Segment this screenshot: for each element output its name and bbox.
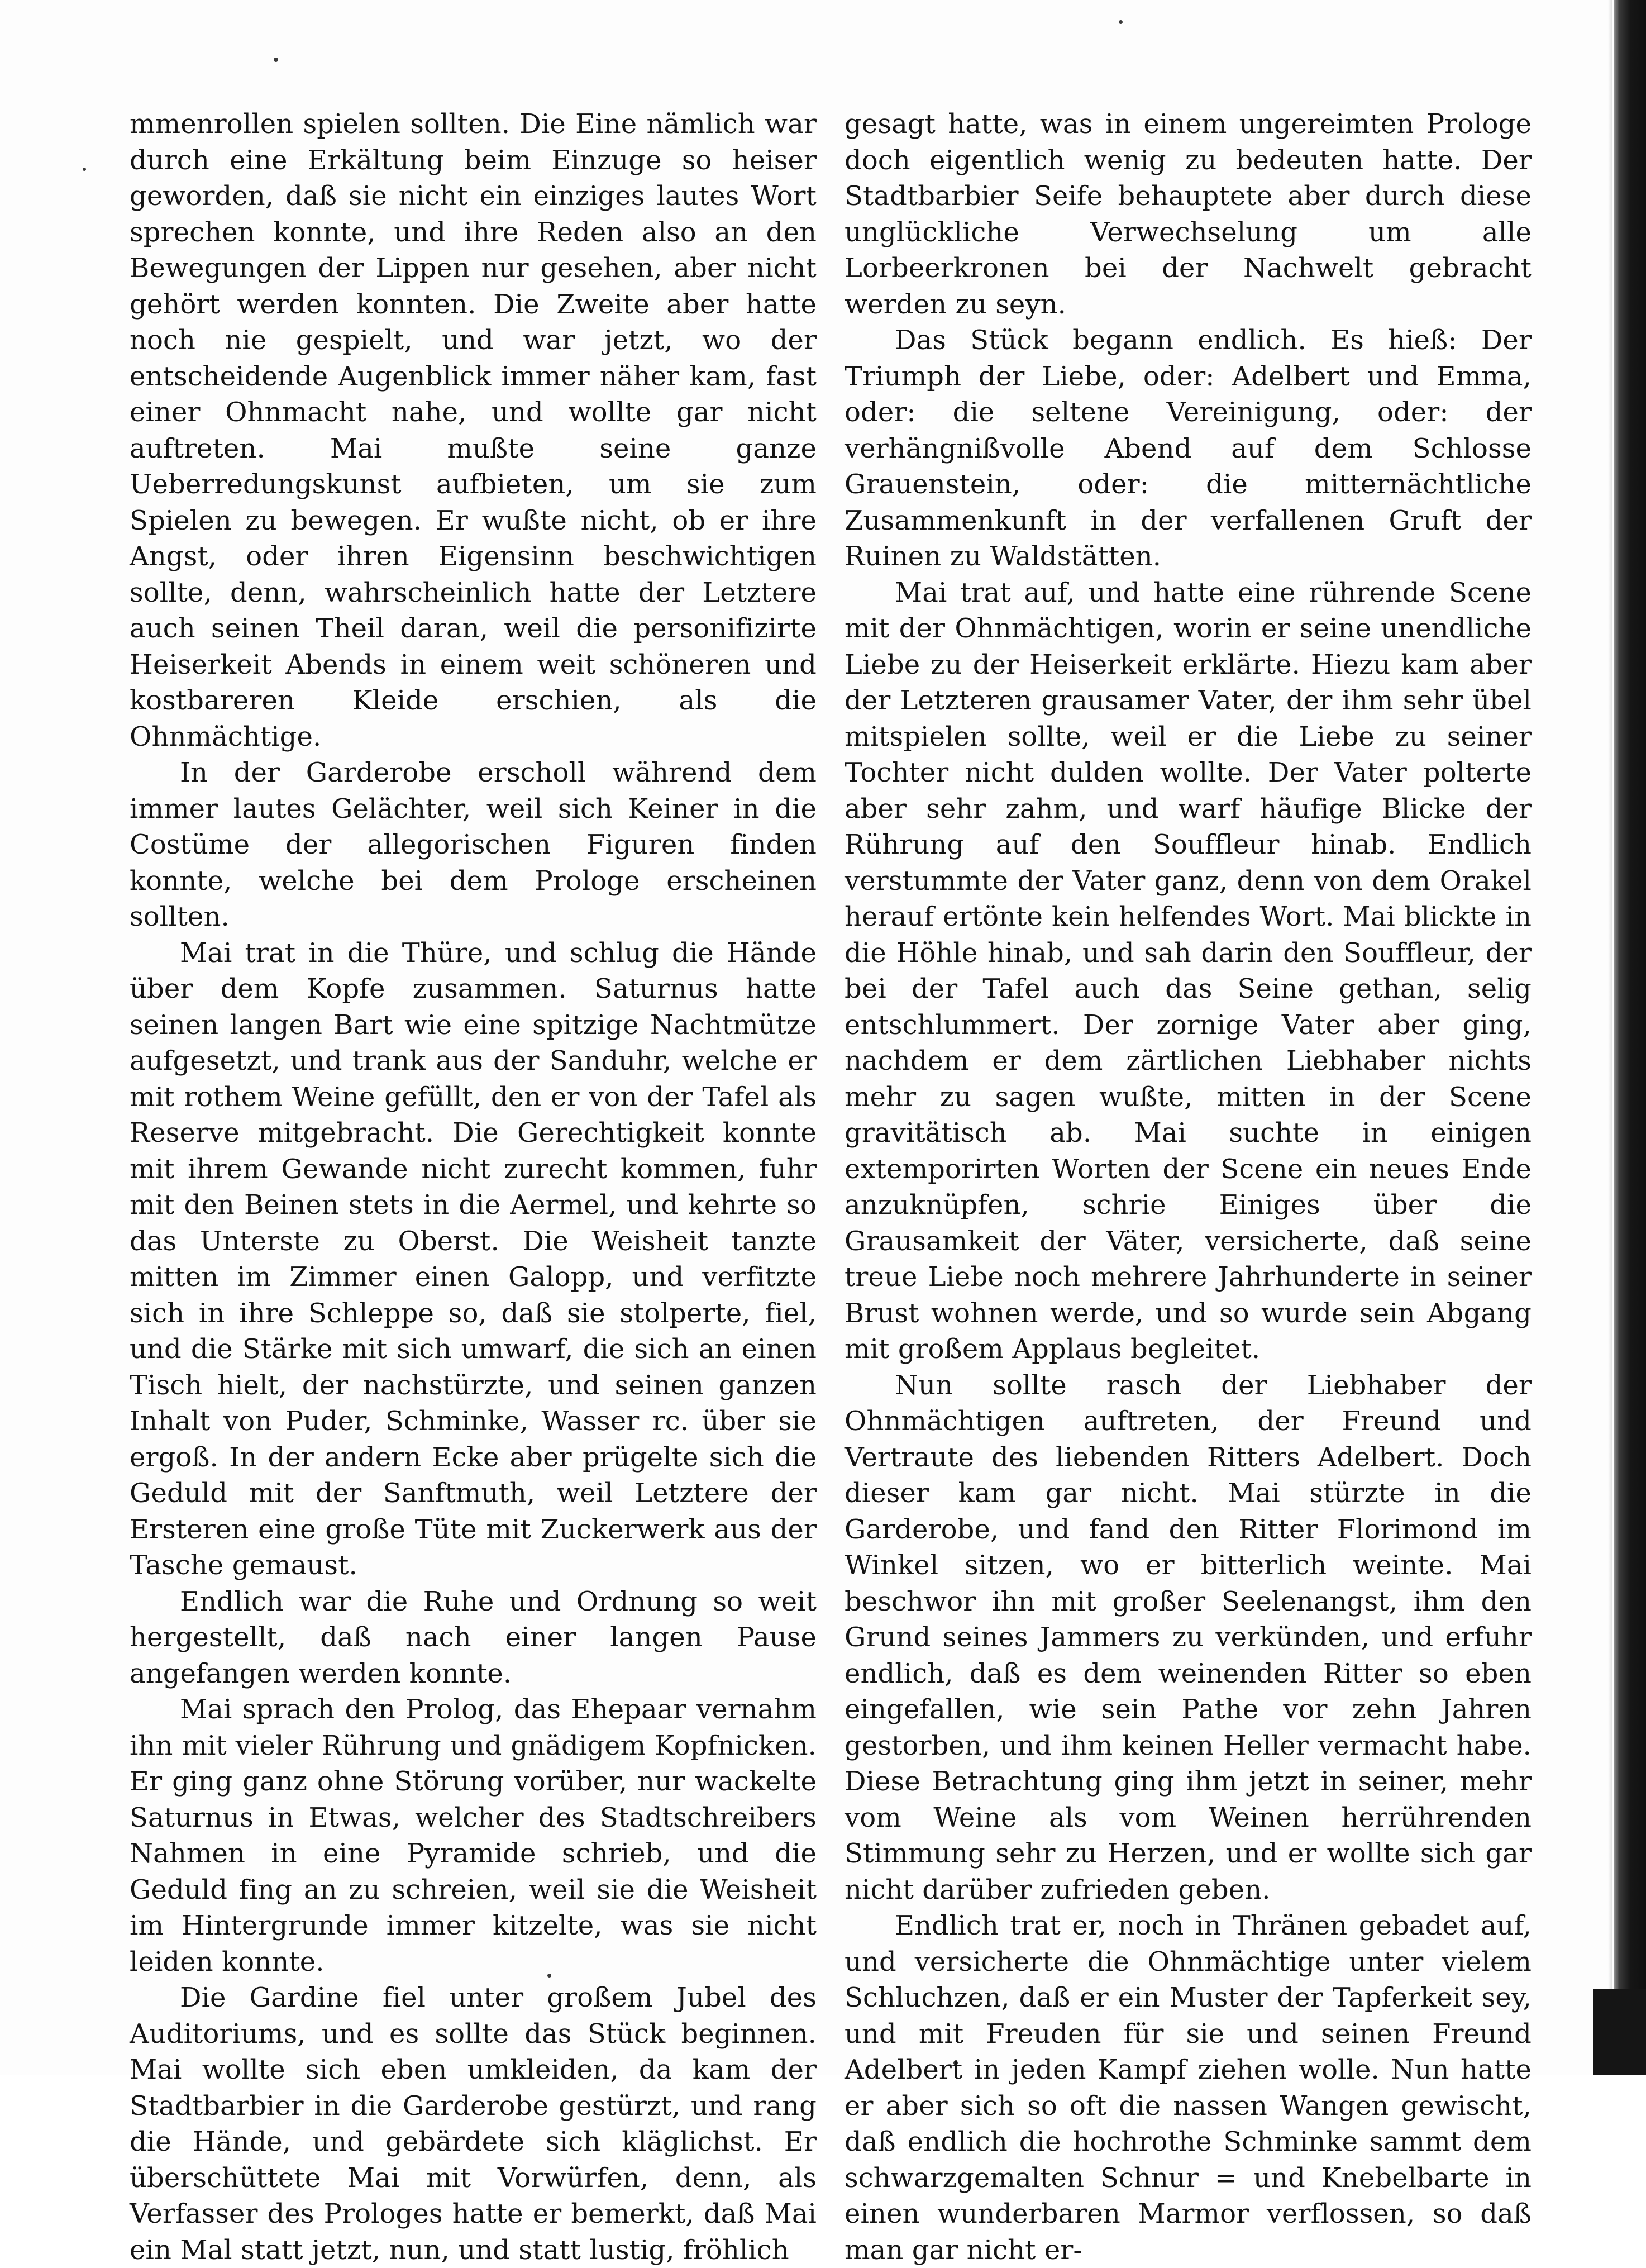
right-text-column <box>845 106 1532 2266</box>
right-paragraph-4: Nun sollte rasch der Liebhaber der Ohnmächtigen auftreten, der Freund und Vertraute des liebenden Ritters Adelbert. Doch dieser kam gar nicht. Mai stürzte in die Garderobe, und fand den Ritter Florimond im Winkel sitzen, wo er bitterlich weinte. Mai beschwor ihn mit großer Seelenangst, ihm den Grund seines Jammers zu verkünden, und erfuhr endlich, daß es dem weinenden Ritter so eben eingefallen, wie sein Pathe vor zehn Jahren gestorben, und ihm keinen Heller vermacht habe. Diese Betrachtung ging ihm jetzt in seiner, mehr vom Weine als vom Weinen herrührenden Stimmung sehr zu Herzen, und er wollte sich gar nicht darüber zufrieden geben. <box>845 1369 1532 1905</box>
scan-edge <box>1614 0 1646 2075</box>
left-paragraph-1: mmenrollen spielen sollten. Die Eine nämlich war durch eine Erkältung beim Einzuge so heiser geworden, daß sie nicht ein einziges lautes Wort sprechen konnte, und ihre Reden also an den Bewegungen der Lippen nur gesehen, aber nicht gehört werden konnten. Die Zweite aber hatte noch nie gespielt, und war jetzt, wo der entscheidende Augenblick immer näher kam, fast einer Ohnmacht nahe, und wollte gar nicht auftreten. Mai mußte seine ganze Ueberredungskunst aufbieten, um sie zum Spielen zu bewegen. Er wußte nicht, ob er ihre Angst, oder ihren Eigensinn beschwichtigen sollte, denn, wahrscheinlich hatte der Letztere auch seinen Theil daran, weil die personifizirte Heiserkeit Abends in einem weit schöneren und kostbareren Kleide erschien, als die Ohnmächtige. <box>130 108 817 752</box>
speck-mark <box>83 168 86 171</box>
left-paragraph-6: Die Gardine fiel unter großem Jubel des Auditoriums, und es sollte das Stück beginnen. Mai wollte sich eben umkleiden, da kam der Stadtbarbier in die Garderobe gestürzt, und rang die Hände, und gebärdete sich kläglichst. Er überschüttete Mai mit Vorwürfen, denn, als Verfasser des Prologes hatte er bemerkt, daß Mai ein Mal statt jetzt, nun, und statt lustig, fröhlich <box>130 1982 817 2266</box>
speck-mark <box>274 58 278 62</box>
right-paragraph-3: Mai trat auf, und hatte eine rührende Scene mit der Ohnmächtigen, worin er seine unendliche Liebe zu der Heiserkeit erklärte. Hiezu kam aber der Letzteren grausamer Vater, der ihm sehr übel mitspielen sollte, weil er die Liebe zu seiner Tochter nicht dulden wollte. Der Vater polterte aber sehr zahm, und warf häufige Blicke der Rührung auf den Souffleur hinab. Endlich verstummte der Vater ganz, denn von dem Orakel herauf ertönte kein helfendes Wort. Mai blickte in die Höhle hinab, und sah darin den Souffleur, der bei der Tafel auch das Seine gethan, selig entschlummert. Der zornige Vater aber ging, nachdem er dem zärtlichen Liebhaber nichts mehr zu sagen wußte, mitten in der Scene gravitätisch ab. Mai suchte in einigen extemporirten Worten der Scene ein neues Ende anzuknüpfen, schrie Einiges über die Grausamkeit der Väter, versicherte, daß seine treue Liebe noch mehrere Jahrhunderte in seiner Brust wohnen werde, und so wurde sein Abgang mit großem Applaus begleitet. <box>845 576 1532 1365</box>
left-paragraph-3: Mai trat in die Thüre, und schlug die Hände über dem Kopfe zusammen. Saturnus hatte seinen langen Bart wie eine spitzige Nachtmütze aufgesetzt, und trank aus der Sanduhr, welche er mit rothem Weine gefüllt, den er von der Tafel als Reserve mitgebracht. Die Gerechtigkeit konnte mit ihrem Gewande nicht zurecht kommen, fuhr mit den Beinen stets in die Aermel, und kehrte so das Unterste zu Oberst. Die Weisheit tanzte mitten im Zimmer einen Galopp, und verfitzte sich in ihre Schleppe so, daß sie stolperte, fiel, und die Stärke mit sich umwarf, die sich an einen Tisch hielt, der nachstürzte, und seinen ganzen Inhalt von Puder, Schminke, Wasser rc. über sie ergoß. In der andern Ecke aber prügelte sich die Geduld mit der Sanftmuth, weil Letztere der Ersteren eine große Tüte mit Zuckerwerk aus der Tasche gemaust. <box>130 937 817 1581</box>
left-paragraph-5: Mai sprach den Prolog, das Ehepaar vernahm ihn mit vieler Rührung und gnädigem Kopfnicken. Er ging ganz ohne Störung vorüber, nur wackelte Saturnus in Etwas, welcher des Stadtschreibers Nahmen in eine Pyramide schrieb, und die Geduld fing an zu schreien, weil sie die Weisheit im Hintergrunde immer kitzelte, was sie nicht leiden konnte. <box>130 1694 817 1978</box>
right-paragraph-1: gesagt hatte, was in einem ungereimten Prologe doch eigentlich wenig zu bedeuten hatte. Der Stadtbarbier Seife behauptete aber durch diese unglückliche Verwechselung um alle Lorbeerkronen bei der Nachwelt gebracht werden zu seyn. <box>845 108 1532 320</box>
left-paragraph-2: In der Garderobe erscholl während dem immer lautes Gelächter, weil sich Keiner in die Costüme der allegorischen Figuren finden konnte, welche bei dem Prologe erscheinen sollten. <box>130 757 817 932</box>
scan-edge-shadow <box>1608 0 1612 2075</box>
left-paragraph-4: Endlich war die Ruhe und Ordnung so weit hergestellt, daß nach einer langen Pause angefangen werden konnte. <box>130 1585 817 1689</box>
left-text-column <box>130 106 817 2266</box>
speck-mark <box>1119 20 1123 24</box>
right-paragraph-2: Das Stück begann endlich. Es hieß: Der Triumph der Liebe, oder: Adelbert und Emma, oder: die seltene Vereinigung, oder: der verhängnißvolle Abend auf dem Schlosse Grauenstein, oder: die mitternächtliche Zusammenkunft in der verfallenen Gruft der Ruinen zu Waldstätten. <box>845 325 1532 572</box>
right-paragraph-5: Endlich trat er, noch in Thränen gebadet auf, und versicherte die Ohnmächtige unter vielem Schluchzen, daß er ein Muster der Tapferkeit sey, und mit Freuden für sie und seinen Freund Adelbert in jeden Kampf ziehen wolle. Nun hatte er aber sich so oft die nassen Wangen gewischt, daß endlich die hochrothe Schminke sammt dem schwarzgemalten Schnur = und Knebelbarte in einen wunderbaren Marmor verflossen, so daß man gar nicht er- <box>845 1910 1532 2266</box>
scan-edge-corner <box>1593 1989 1646 2075</box>
